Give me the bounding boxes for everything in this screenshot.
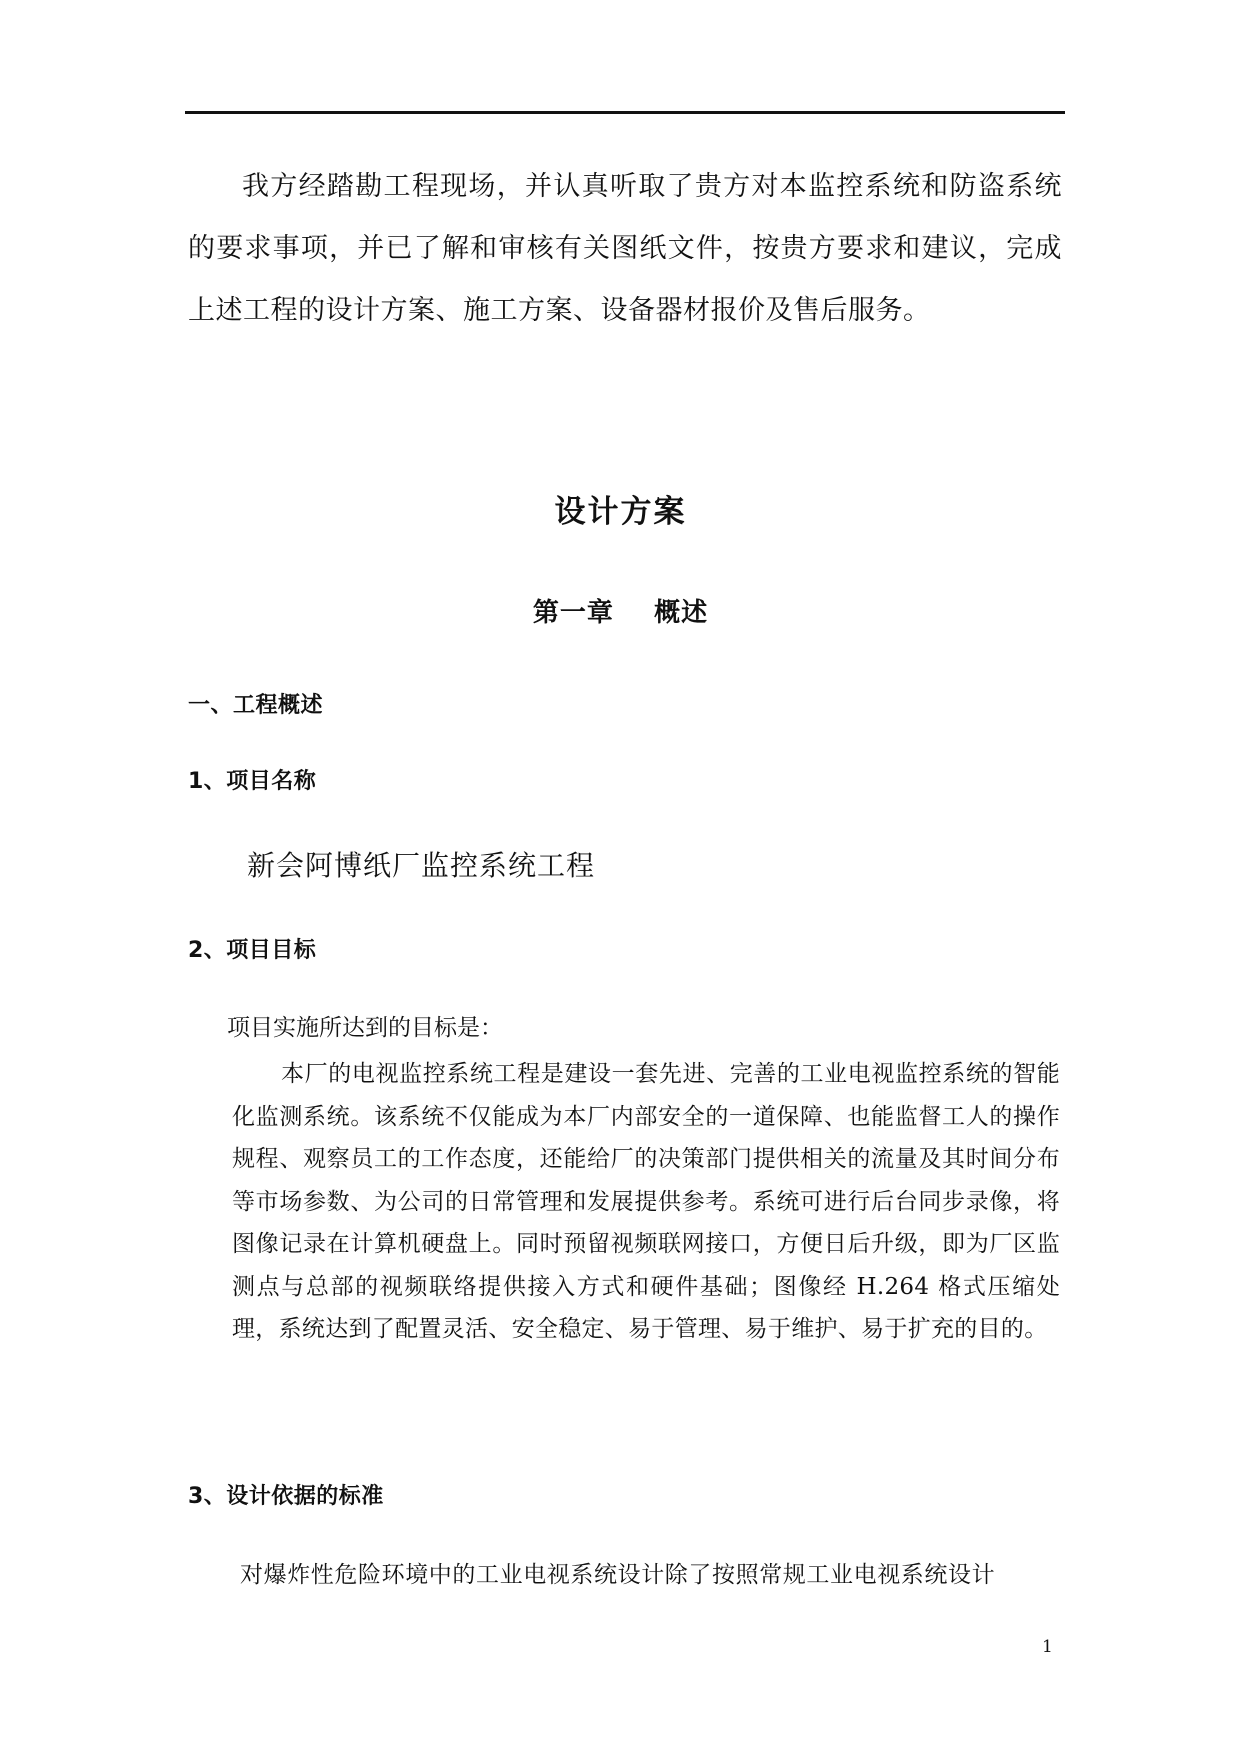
document-title: 设计方案 [554, 494, 687, 530]
intro-paragraph: 我方经踏勘工程现场，并认真听取了贵方对本监控系统和防盗系统的要求事项，并已了解和审核有关图纸文件，按贵方要求和建议，完成上述工程的设计方案、施工方案、设备器材报价及售后服务。 [188, 171, 1062, 326]
section-heading-overview: 一、工程概述 [188, 693, 324, 718]
item-heading-project-name: 1、项目名称 [188, 769, 317, 794]
goal-intro-text: 项目实施所达到的目标是： [227, 1015, 503, 1041]
chapter-title: 第一章 概述 [532, 598, 709, 628]
standards-body-paragraph: 对爆炸性危险环境中的工业电视系统设计除了按照常规工业电视系统设计 [240, 1562, 996, 1588]
header-rule [185, 111, 1065, 114]
item-heading-design-standards: 3、设计依据的标准 [188, 1484, 384, 1509]
project-name-text: 新会阿博纸厂监控系统工程 [247, 849, 596, 882]
item-heading-project-goal: 2、项目目标 [188, 938, 317, 963]
goal-body-paragraph: 本厂的电视监控系统工程是建设一套先进、完善的工业电视监控系统的智能化监测系统。该系统不仅能成为本厂内部安全的一道保障、也能监督工人的操作规程、观察员工的工作态度，还能给厂的决策部门提供相关的流量及其时间分布等市场参数、为公司的日常管理和发展提供参考。系统可进行后台同步录像，将图像记录在计算机硬盘上。同时预留视频联网接口，方便日后升级，即为厂区监测点与总部的视频联络提供接入方式和硬件基础；图像经 H.264 格式压缩处理，系统达到了配置灵活、安全稳定、易于管理、易于维护、易于扩充的目的。 [232, 1061, 1060, 1342]
page-number: 1 [1042, 1637, 1053, 1657]
